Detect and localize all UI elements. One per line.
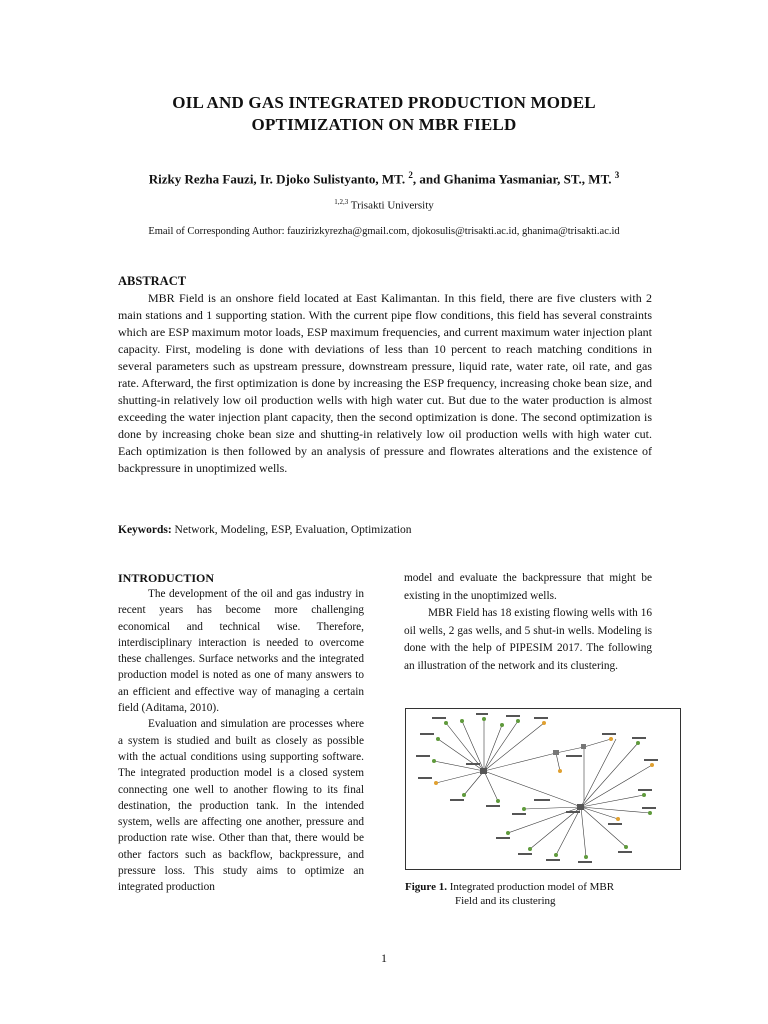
right-column bbox=[404, 570, 652, 675]
node-label-marks bbox=[416, 713, 658, 863]
keywords bbox=[118, 524, 412, 536]
intro-paragraph-2: Evaluation and simulation are processes where a system is studied and built as closely as possible with the actual conditions using supporting software. The integrated production model is a closed system connecting one well to another flowing to its final destination, the production tank. In the intended system, wells are affecting one another, pressure and production rate wise. Other than that, there would be other factors such as backflow, backpressure, and pressure loss. This study aims to optimize an integrated production bbox=[118, 718, 364, 894]
affiliation bbox=[60, 198, 708, 212]
title-line-2: OPTIMIZATION ON MBR FIELD bbox=[251, 115, 517, 134]
junction-node bbox=[581, 744, 586, 749]
pipe-lines bbox=[434, 719, 652, 857]
figure-network-diagram bbox=[405, 708, 681, 870]
affiliation-text: Trisakti University bbox=[348, 199, 434, 212]
left-column bbox=[118, 570, 364, 896]
keywords-label: Keywords: bbox=[118, 524, 172, 536]
figure-label: Figure 1. bbox=[405, 881, 447, 893]
intro-paragraph-4: MBR Field has 18 existing flowing wells with 16 oil wells, 2 gas wells, and 5 shut-in wells. Modeling is done with the help of PIPESIM 2017. The following an illustration of the network and its clustering. bbox=[404, 607, 652, 672]
author-text-2: , and Ghanima Yasmaniar, ST., MT. bbox=[412, 171, 612, 187]
intro-paragraph-3: model and evaluate the backpressure that might be existing in the unoptimized wells. bbox=[404, 572, 652, 602]
intro-paragraph-1: The development of the oil and gas industry in recent years has become more challenging economical and technical wise. Therefore, interdisciplinary interaction is needed to overcome these challenges. Surface networks and the integrated production model is noted as one of many answers to an efficient and effective way of managing a certain field (Aditama, 2010). bbox=[118, 588, 364, 715]
author-list bbox=[60, 166, 708, 188]
page-number: 1 bbox=[381, 951, 387, 965]
figure-caption bbox=[405, 880, 665, 908]
network-diagram-svg bbox=[406, 709, 680, 869]
affiliation-sup: 1,2,3 bbox=[334, 198, 349, 206]
main-station-2 bbox=[577, 804, 584, 810]
author-sup-1: 2 bbox=[408, 170, 413, 180]
figure-caption-line-2: Field and its clustering bbox=[455, 895, 556, 907]
abstract-text: MBR Field is an onshore field located at East Kalimantan. In this field, there are five clusters with 2 main stations and 1 supporting station. With the current pipe flow conditions, this field has several constraints which are ESP maximum motor loads, ESP maximum frequencies, and current maximum water injection plant capacity. First, modeling is done with deviations of less than 10 percent to reach matching conditions in several parameters such as upstream pressure, downstream pressure, liquid rate, water rate, oil rate, and gas rate. Afterward, the first optimization is done by increasing the ESP frequency, increasing choke bean size, and shutting-in relatively low oil production wells with high water cut. But due to the water production is almost exceeding the water injection plant capacity, then the second optimization is done. The second optimization is done by increasing choke bean size and shutting-in relatively low oil production wells with high water cut. Each optimization is then followed by an analysis of pressure and flowrates alterations and the existence of backpressure in unoptimized wells. bbox=[118, 291, 652, 475]
introduction-heading: INTRODUCTION bbox=[118, 571, 215, 585]
supporting-station bbox=[553, 750, 559, 755]
keywords-text: Network, Modeling, ESP, Evaluation, Optimization bbox=[171, 524, 412, 536]
well-nodes bbox=[432, 717, 654, 859]
title-line-1: OIL AND GAS INTEGRATED PRODUCTION MODEL bbox=[172, 93, 596, 112]
author-text-1: Rizky Rezha Fauzi, Ir. Djoko Sulistyanto, MT. bbox=[148, 171, 406, 187]
corresponding-email: Email of Corresponding Author: fauzirizkyrezha@gmail.com, djokosulis@trisakti.ac.id, ghanima@trisakti.ac.id bbox=[148, 226, 620, 237]
author-sup-2: 3 bbox=[614, 170, 620, 180]
figure-caption-line-1: Integrated production model of MBR bbox=[446, 881, 615, 893]
main-station-1 bbox=[480, 768, 487, 774]
abstract-heading: ABSTRACT bbox=[118, 274, 187, 288]
paper-title bbox=[80, 92, 688, 136]
